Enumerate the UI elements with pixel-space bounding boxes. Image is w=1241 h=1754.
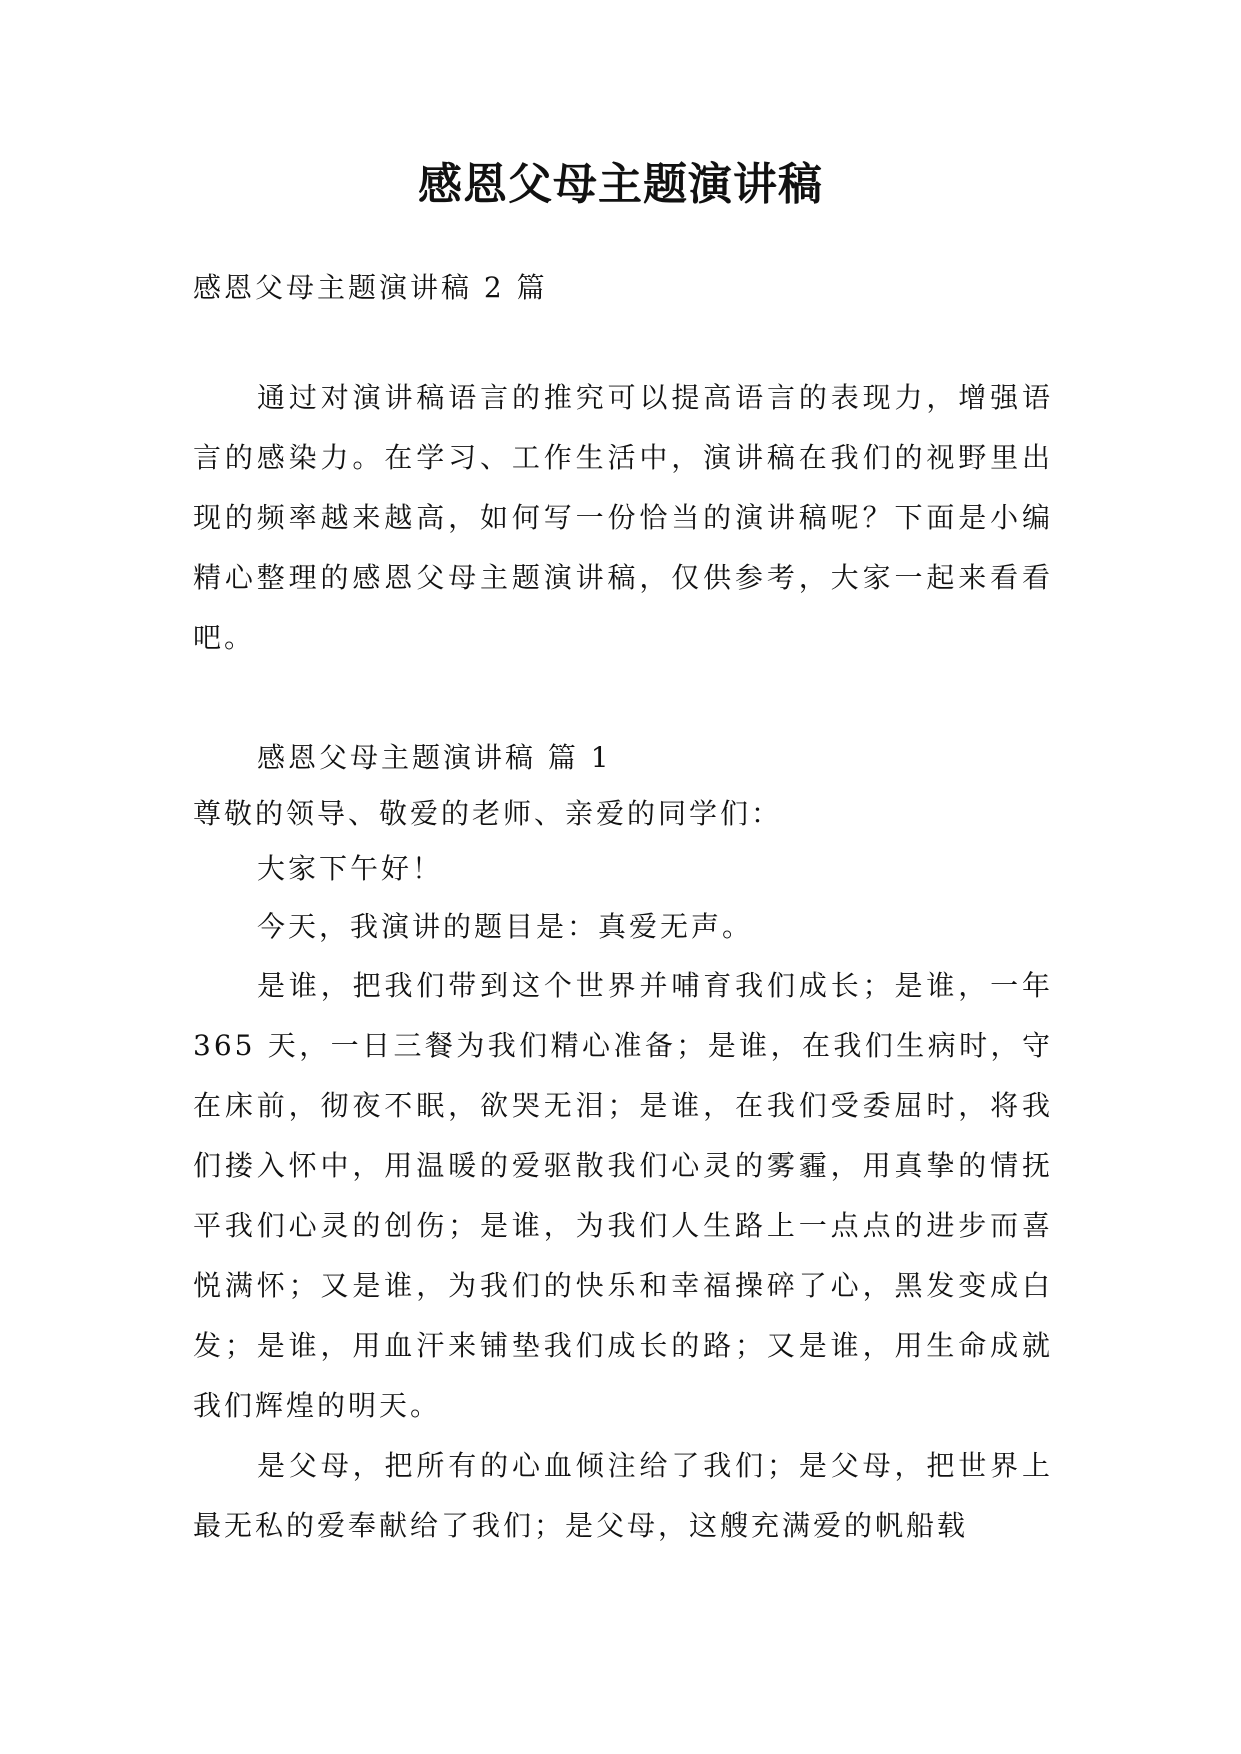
intro-paragraph: 通过对演讲稿语言的推究可以提高语言的表现力，增强语言的感染力。在学习、工作生活中，演讲稿在我们的视野里出现的频率越来越高，如何写一份恰当的演讲稿呢？下面是小编精心整理的感恩父母主题演讲稿，仅供参考，大家一起来看看吧。 (193, 381, 1053, 654)
speech-topic: 今天，我演讲的题目是：真爱无声。 (257, 910, 754, 943)
section-heading: 感恩父母主题演讲稿 篇 1 (257, 741, 612, 774)
document-subtitle: 感恩父母主题演讲稿 2 篇 (193, 271, 548, 304)
greeting: 大家下午好！ (257, 852, 444, 885)
body-paragraph-2: 是父母，把所有的心血倾注给了我们；是父母，把世界上最无私的爱奉献给了我们；是父母，这艘充满爱的帆船载 (193, 1449, 1053, 1542)
document-title: 感恩父母主题演讲稿 (418, 159, 823, 210)
body-paragraph-1: 是谁，把我们带到这个世界并哺育我们成长；是谁，一年 365 天，一日三餐为我们精心准备；是谁，在我们生病时，守在床前，彻夜不眠，欲哭无泪；是谁，在我们受委屈时，将我们搂入怀中，用温暖的爱驱散我们心灵的雾霾，用真挚的情抚平我们心灵的创伤；是谁，为我们人生路上一点点的进步而喜悦满怀；又是谁，为我们的快乐和幸福操碎了心，黑发变成白发；是谁，用血汗来铺垫我们成长的路；又是谁，用生命成就我们辉煌的明天。 (193, 969, 1053, 1422)
document-body (193, 258, 1053, 1556)
salutation: 尊敬的领导、敬爱的老师、亲爱的同学们： (193, 797, 783, 830)
